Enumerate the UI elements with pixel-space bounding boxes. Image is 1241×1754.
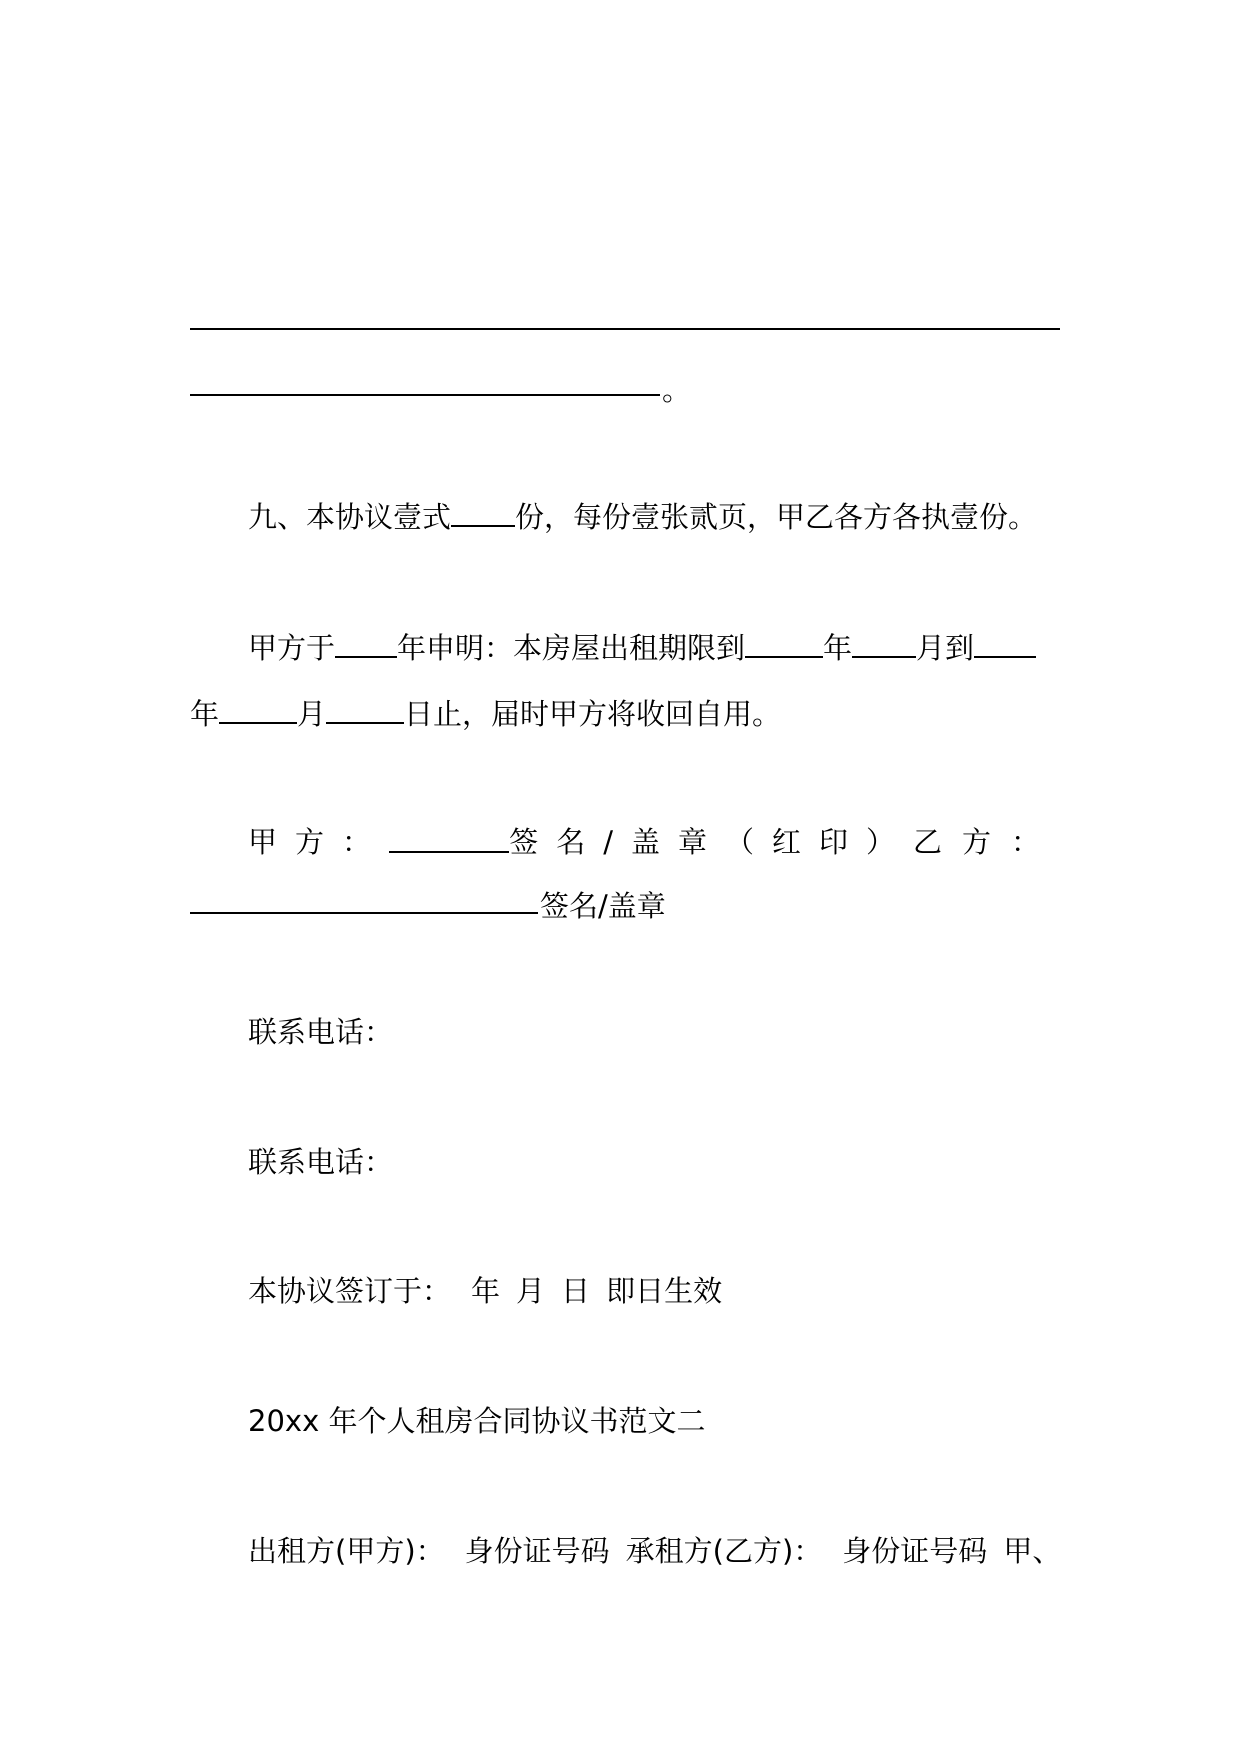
declaration-text: 年 xyxy=(823,631,853,665)
signed-on-label: 本协议签订于： xyxy=(248,1274,452,1308)
id-number-label: 身份证号码 xyxy=(464,1534,610,1568)
signed-year: 年 xyxy=(471,1274,501,1308)
id-number-label: 身份证号码 xyxy=(842,1534,988,1568)
signed-day: 日 xyxy=(561,1274,591,1308)
contact-phone-a: 联系电话： xyxy=(248,1015,394,1049)
year-blank xyxy=(745,627,823,658)
declaration-text: 日止，届时甲方将收回自用。 xyxy=(404,697,782,731)
signed-on-line xyxy=(190,1271,1118,1311)
declaration-text: 月到 xyxy=(916,631,975,665)
month-blank xyxy=(852,627,916,658)
declaration-text: 甲方于 xyxy=(248,631,336,665)
year-blank xyxy=(335,627,397,658)
fill-in-blank-line xyxy=(190,328,1060,330)
declaration-text: 年 xyxy=(190,697,220,731)
clause-9 xyxy=(190,496,1118,537)
period-mark: 。 xyxy=(662,373,692,407)
clause-9-text-b: 份，每份壹张贰页，甲乙各方各执壹份。 xyxy=(515,500,1038,534)
effective-text: 即日生效 xyxy=(606,1274,723,1308)
sign-seal-red-label: 签名/盖章（红印） xyxy=(509,825,913,859)
year-blank xyxy=(974,627,1036,658)
clause-9-text-a: 九、本协议壹式 xyxy=(248,500,452,534)
lessor-label: 出租方(甲方)： xyxy=(248,1534,445,1568)
fill-in-blank-line xyxy=(190,394,660,396)
declaration-text: 月 xyxy=(297,697,327,731)
declaration-line-2 xyxy=(190,693,1060,734)
day-blank xyxy=(326,693,404,724)
party-b-signature-blank xyxy=(190,912,538,914)
parties-line xyxy=(190,1531,1118,1571)
section-title: 20xx 年个人租房合同协议书范文二 xyxy=(248,1404,706,1438)
month-blank xyxy=(219,693,297,724)
declaration-text: 年申明：本房屋出租期限到 xyxy=(397,631,746,665)
party-b-label: 乙方： xyxy=(912,825,1060,859)
signed-month: 月 xyxy=(516,1274,546,1308)
party-a-label: 甲方： xyxy=(248,825,390,859)
copies-blank xyxy=(451,496,515,527)
signature-line xyxy=(190,822,1060,862)
continuation-text: 甲、 xyxy=(1003,1534,1062,1568)
party-a-signature-blank xyxy=(389,822,509,853)
declaration-line-1 xyxy=(190,627,1118,668)
sign-seal-label: 签名/盖章 xyxy=(540,889,666,923)
contact-phone-b: 联系电话： xyxy=(248,1145,394,1179)
lessee-label: 承租方(乙方)： xyxy=(625,1534,823,1568)
